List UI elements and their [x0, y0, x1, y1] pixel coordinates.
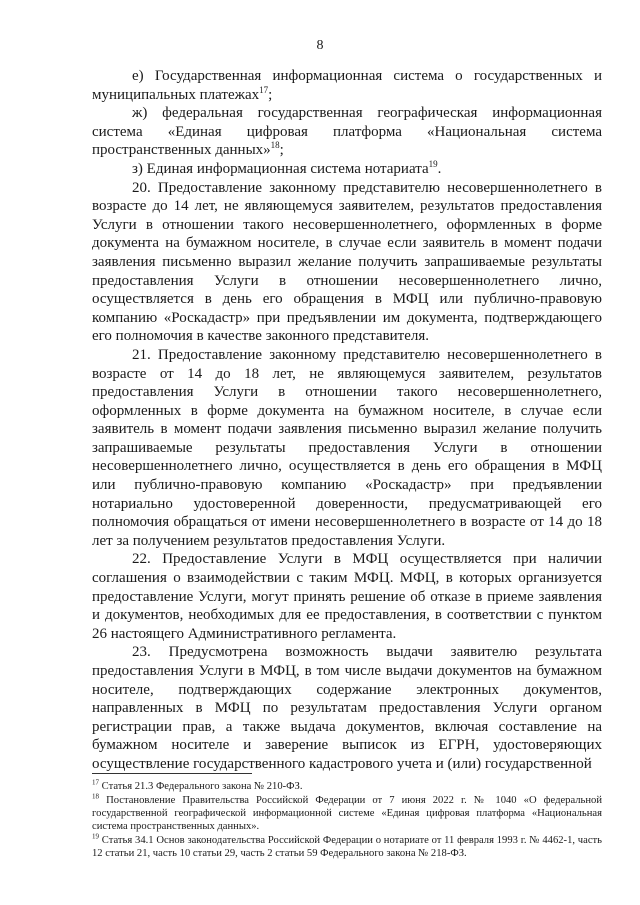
- paragraph-22: 22. Предоставление Услуги в МФЦ осуществляется при наличии соглашения о взаимодействии с таким МФЦ. МФЦ, в которых организуется предоставление Услуги, могут принять решение об отказе в приеме заявления и документов, необходимых для ее предоставления, в соответствии с пунктом 26 настоящего Административного регламента.: [92, 551, 602, 642]
- paragraph-tail: ;: [268, 86, 273, 103]
- footnotes: [92, 780, 602, 861]
- paragraph-tail: .: [437, 160, 442, 177]
- footnote-number: 18: [92, 792, 99, 801]
- footnote-text: Постановление Правительства Российской Федерации от 7 июня 2022 г. № 1040 «О федеральной государственной географической информационной системе «Единая цифровая платформа «Национальная система пространственных данных».: [92, 795, 603, 832]
- list-item-z: [92, 160, 602, 179]
- list-item-zh: [92, 104, 602, 160]
- paragraph-23: 23. Предусмотрена возможность выдачи заявителю результата предоставления Услуги в МФЦ, в том числе выдачи документов на бумажном носителе, подтверждающих содержание электронных документов, направленных в МФЦ по результатам предоставления Услуги органом регистрации прав, а также выдача документов, включая составление на бумажном носителе и заверение выписок из ЕГРН, удостоверяющих осуществление государственного кадастрового учета и (или) государственной: [92, 644, 602, 772]
- footnote-text: Статья 21.3 Федерального закона № 210-ФЗ.: [101, 781, 303, 792]
- footnote-ref: 17: [259, 84, 269, 95]
- footnote-number: 19: [92, 832, 99, 841]
- paragraph-text: з) Единая информационная система нотариата: [132, 160, 429, 177]
- paragraph-20: 20. Предоставление законному представителю несовершеннолетнего в возрасте до 14 лет, не являющемуся заявителем, результатов предоставления Услуги в отношении такого несовершеннолетнего, оформленных в форме документа на бумажном носителе, в случае если заявитель в момент подачи заявления письменно выразил желание получить запрашиваемые результаты предоставления Услуги в отношении несовершеннолетнего лично, осуществляется в день его обращения в МФЦ или публично-правовую компанию «Роскадастр» при предъявлении им документа, подтверждающего его полномочия в качестве законного представителя.: [92, 179, 602, 345]
- document-body: [92, 67, 602, 774]
- paragraph-tail: ;: [279, 142, 284, 159]
- page-number: 8: [316, 38, 324, 53]
- paragraph-21: 21. Предоставление законному представителю несовершеннолетнего в возрасте от 14 до 18 лет, не являющемуся заявителем, результатов предоставления Услуги в отношении такого несовершеннолетнего, оформленных в форме документа на бумажном носителе, в случае если заявитель в момент подачи заявления письменно выразил желание получить запрашиваемые результаты предоставления Услуги в отношении несовершеннолетнего лично, осуществляется в день его обращения в МФЦ или публично-правовую компанию «Роскадастр» при предъявлении нотариально удостоверенной доверенности, предусматривающей его полномочия обращаться от имени несовершеннолетнего в возрасте от 14 до 18 лет за получением результатов предоставления Услуги.: [92, 346, 602, 549]
- footnote-separator: [92, 773, 252, 774]
- footnote-ref: 18: [270, 140, 280, 151]
- footnote-17: [92, 780, 602, 793]
- footnote-ref: 19: [428, 158, 438, 169]
- footnote-number: 17: [92, 778, 99, 787]
- footnote-19: [92, 834, 602, 860]
- list-item-e: [92, 67, 602, 104]
- footnote-text: Статья 34.1 Основ законодательства Российской Федерации о нотариате от 11 февраля 1993 г. № 4462-1, часть 12 статьи 21, часть 10 статьи 29, часть 2 статьи 59 Федерального закона № 218-ФЗ.: [92, 835, 602, 859]
- paragraph-text: е) Государственная информационная система о государственных и муниципальных платежах: [92, 68, 602, 103]
- footnote-18: [92, 794, 602, 833]
- paragraph-text: ж) федеральная государственная географическая информационная система «Единая цифровая платформа «Национальная система пространственных данных»: [92, 105, 602, 159]
